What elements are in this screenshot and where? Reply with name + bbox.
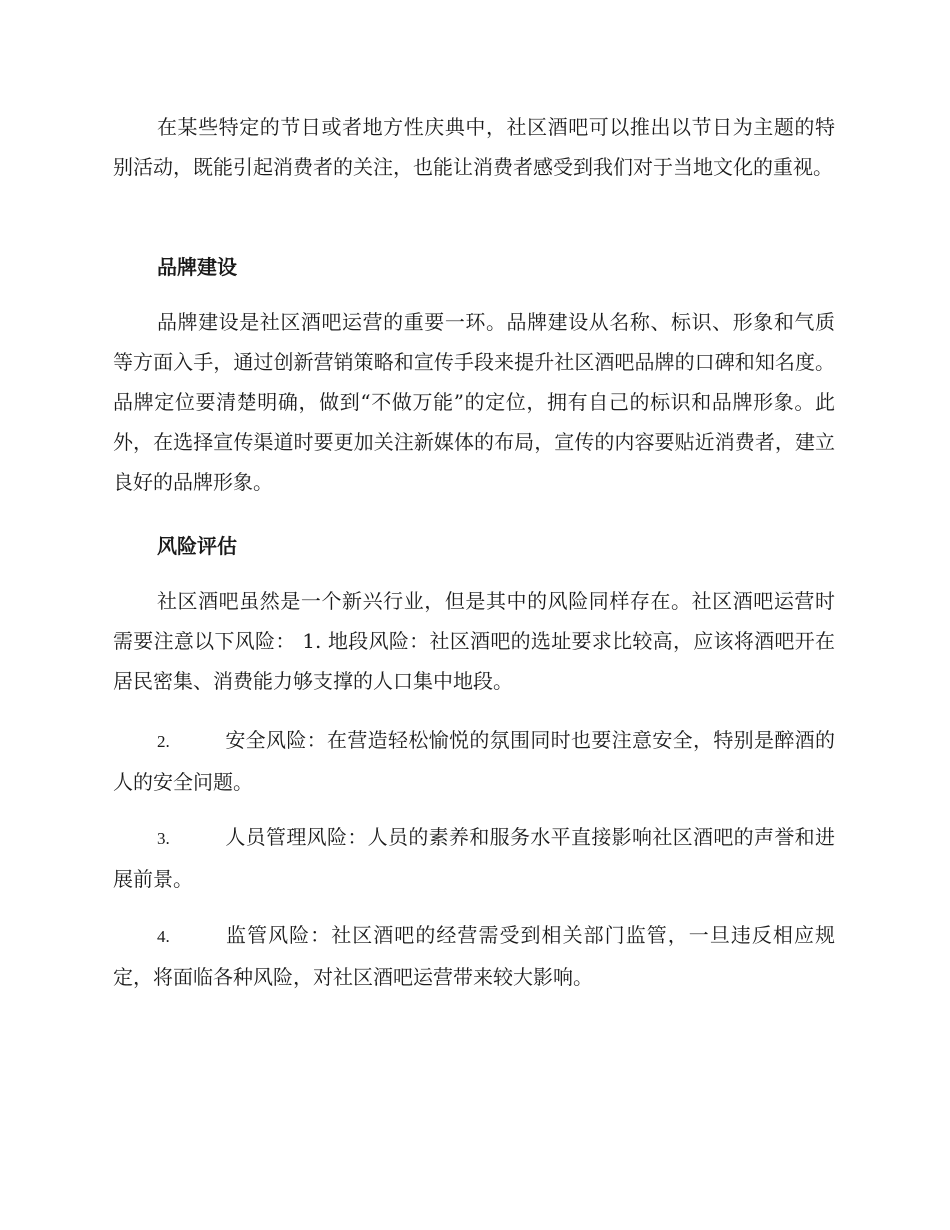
risk-paragraph: 社区酒吧虽然是一个新兴行业，但是其中的风险同样存在。社区酒吧运营时需要注意以下风险： 1. 地段风险：社区酒吧的选址要求比较高，应该将酒吧开在居民密集、消费能力够支撑的人口集中地段。 — [113, 589, 835, 693]
list-item-number: 4. — [157, 927, 170, 946]
list-item-text: 安全风险：在营造轻松愉悦的氛围同时也要注意安全，特别是醉酒的人的安全问题。 — [113, 728, 835, 794]
risk-heading: 风险评估 — [157, 534, 237, 558]
brand-paragraph: 品牌建设是社区酒吧运营的重要一环。品牌建设从名称、标识、形象和气质等方面入手，通过创新营销策略和宣传手段来提升社区酒吧品牌的口碑和知名度。品牌定位要清楚明确，做到“不做万能”的定位，拥有自己的标识和品牌形象。此外，在选择宣传渠道时要更加关注新媒体的布局，宣传的内容要贴近消费者，建立良好的品牌形象。 — [113, 310, 835, 494]
list-item-number: 3. — [157, 829, 170, 848]
intro-paragraph: 在某些特定的节日或者地方性庆典中，社区酒吧可以推出以节日为主题的特别活动，既能引起消费者的关注，也能让消费者感受到我们对于当地文化的重视。 — [113, 115, 835, 179]
list-item-text: 监管风险：社区酒吧的经营需受到相关部门监管，一旦违反相应规定，将面临各种风险，对社区酒吧运营带来较大影响。 — [113, 923, 835, 989]
list-item-text: 人员管理风险：人员的素养和服务水平直接影响社区酒吧的声誉和进展前景。 — [113, 825, 835, 891]
list-item — [113, 817, 835, 899]
list-item-number: 2. — [157, 732, 170, 751]
brand-heading: 品牌建设 — [157, 255, 237, 279]
list-item — [113, 720, 835, 802]
list-item — [113, 915, 835, 997]
